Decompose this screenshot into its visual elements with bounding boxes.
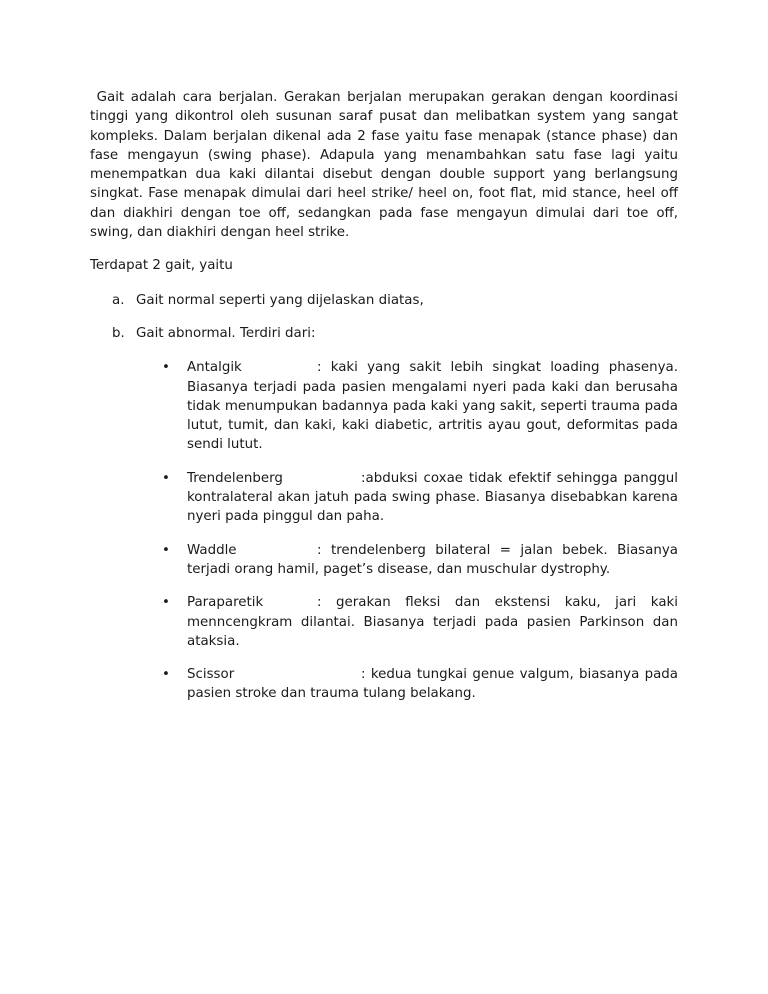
list-item-text: Gait abnormal. Terdiri dari: (136, 325, 316, 341)
gait-description: : kedua tungkai genue valgum, biasanya pada pasien stroke dan trauma tulang belakang. (187, 667, 678, 702)
gait-term: Antalgik (187, 360, 242, 376)
gait-term: Trendelenberg (187, 470, 283, 486)
list-item-paraparetik (90, 593, 678, 651)
gait-description: : trendelenberg bilateral = jalan bebek. Biasanya terjadi orang hamil, paget’s disease, dan muschular dystrophy. (187, 542, 678, 577)
list-marker: b. (112, 325, 125, 341)
gait-term: Paraparetik (187, 595, 264, 611)
list-marker: a. (112, 292, 125, 308)
gait-description: : gerakan fleksi dan ekstensi kaku, jari kaki menncengkram dilantai. Biasanya terjadi pada pasien Parkinson dan ataksia. (187, 595, 678, 649)
abnormal-gait-list (90, 358, 678, 703)
document-page (90, 88, 683, 718)
list-item-trendelenberg (90, 469, 678, 527)
list-item-waddle (90, 541, 678, 580)
list-item-text: Gait normal seperti yang dijelaskan diatas, (136, 292, 424, 308)
gait-term: Waddle (187, 542, 237, 558)
gait-description: : kaki yang sakit lebih singkat loading phasenya. Biasanya terjadi pada pasien mengalami nyeri pada kaki dan berusaha tidak menumpukan badannya pada kaki yang sakit, seperti trauma pada lutut, tumit, dan kaki, kaki diabetic, artritis ayau gout, deformitas pada sendi lutut. (187, 360, 678, 453)
bullet-dot: • (162, 360, 170, 376)
gait-type-list (90, 291, 678, 344)
gait-description: :abduksi coxae tidak efektif sehingga panggul kontralateral akan jatuh pada swing phase. Biasanya disebabkan karena nyeri pada pinggul dan paha. (187, 470, 678, 525)
bullet-dot: • (162, 470, 170, 486)
intro-paragraph: Gait adalah cara berjalan. Gerakan berjalan merupakan gerakan dengan koordinasi tinggi yang dikontrol oleh susunan saraf pusat dan melibatkan system yang sangat kompleks. Dalam berjalan dikenal ada 2 fase yaitu fase menapak (stance phase) dan fase mengayun (swing phase). Adapula yang menambahkan satu fase lagi yaitu menempatkan dua kaki dilantai disebut dengan double support yang berlangsung singkat. Fase menapak dimulai dari heel strike/ heel on, foot flat, mid stance, heel off dan diakhiri dengan toe off, sedangkan pada fase mengayun dimulai dari toe off, swing, dan diakhiri dengan heel strike. (90, 90, 683, 241)
bullet-dot: • (162, 667, 170, 683)
bullet-dot: • (162, 542, 170, 558)
bullet-dot: • (162, 595, 170, 611)
list-item-gait-abnormal (90, 324, 678, 343)
gait-intro-line: Terdapat 2 gait, yaitu (90, 258, 233, 274)
list-item-scissor (90, 665, 678, 704)
list-item-gait-normal (90, 291, 678, 310)
list-item-antalgik (90, 358, 678, 454)
gait-term: Scissor (187, 667, 235, 683)
